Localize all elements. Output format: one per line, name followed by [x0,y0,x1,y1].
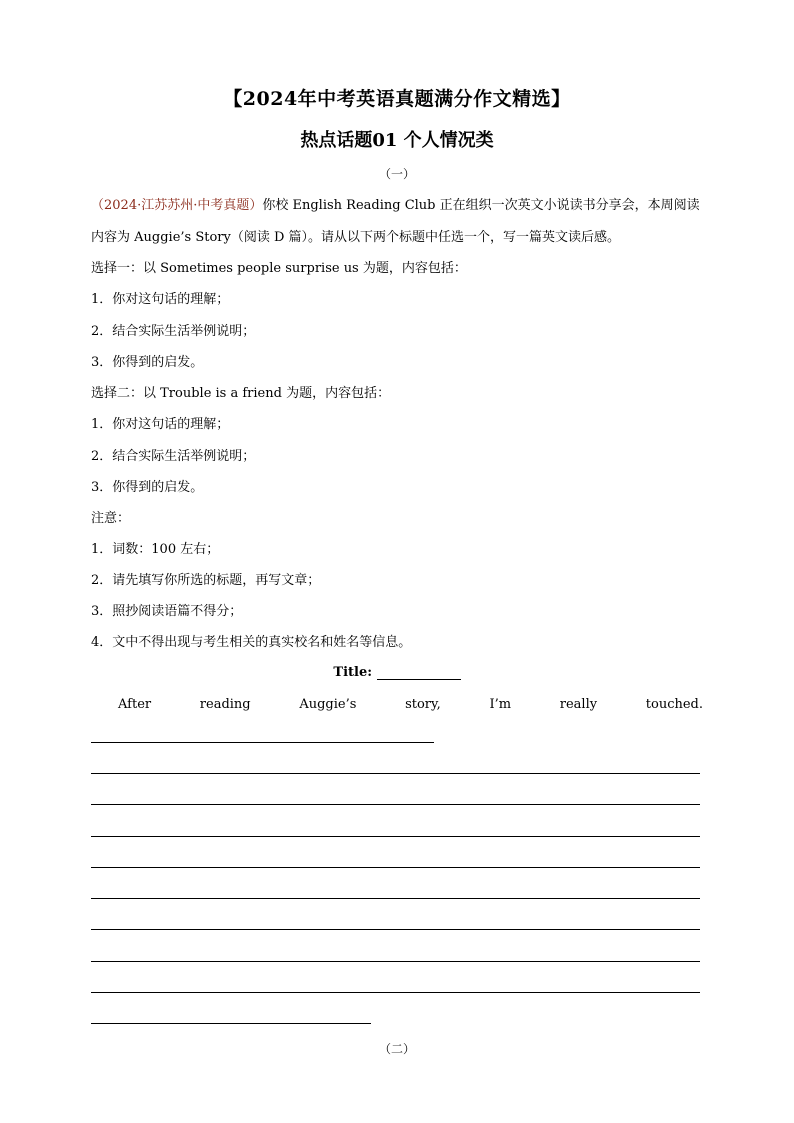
prompt-text-1: 你校 English Reading Club 正在组织一次英文小说读书分享会，本周阅读 [262,198,700,213]
answer-title-row [0,665,794,680]
prompt-line-2: 内容为 Auggie’s Story（阅读 D 篇）。请从以下两个标题中任选一个，写一篇英文读后感。 [91,230,621,245]
option-one-item: 2．结合实际生活举例说明； [91,324,256,339]
option-two-item: 1．你对这句话的理解； [91,417,230,432]
writing-line[interactable] [91,992,700,993]
option-one-heading: 选择一：以 Sometimes people surprise us 为题，内容包括： [91,261,467,276]
note-item: 4．文中不得出现与考生相关的真实校名和姓名等信息。 [91,635,412,650]
writing-line[interactable] [91,836,700,837]
opening-word: After [118,697,152,712]
option-one-item: 1．你对这句话的理解； [91,292,230,307]
writing-line[interactable] [91,742,434,743]
title-label: Title: [333,665,373,680]
section-one-marker: （一） [378,167,415,181]
page-title: 【2024年中考英语真题满分作文精选】 [223,88,571,110]
opening-word: I’m [489,697,512,712]
section-two-marker: （二） [378,1042,415,1056]
opening-word: Auggie’s [299,697,357,712]
page-subtitle: 热点话题01 个人情况类 [300,130,494,151]
writing-line[interactable] [91,804,700,805]
note-item: 1．词数：100 左右； [91,542,220,557]
prompt-line-1 [91,197,703,215]
question-source: （2024·江苏苏州·中考真题） [91,198,263,213]
writing-line[interactable] [91,929,700,930]
opening-word: reading [199,697,251,712]
option-two-item: 2．结合实际生活举例说明； [91,449,256,464]
title-blank[interactable] [377,665,461,680]
notes-heading: 注意： [91,511,131,526]
writing-line[interactable] [91,867,700,868]
option-one-item: 3．你得到的启发。 [91,355,204,370]
writing-line[interactable] [91,1023,371,1024]
writing-line[interactable] [91,773,700,774]
option-two-item: 3．你得到的启发。 [91,480,204,495]
opening-word: touched. [645,697,703,712]
note-item: 3．照抄阅读语篇不得分； [91,604,243,619]
note-item: 2．请先填写你所选的标题，再写文章； [91,573,321,588]
writing-line[interactable] [91,961,700,962]
opening-word: story, [405,697,441,712]
answer-opening-sentence [91,697,703,712]
writing-line[interactable] [91,898,700,899]
opening-word: really [559,697,598,712]
option-two-heading: 选择二：以 Trouble is a friend 为题，内容包括： [91,386,391,401]
